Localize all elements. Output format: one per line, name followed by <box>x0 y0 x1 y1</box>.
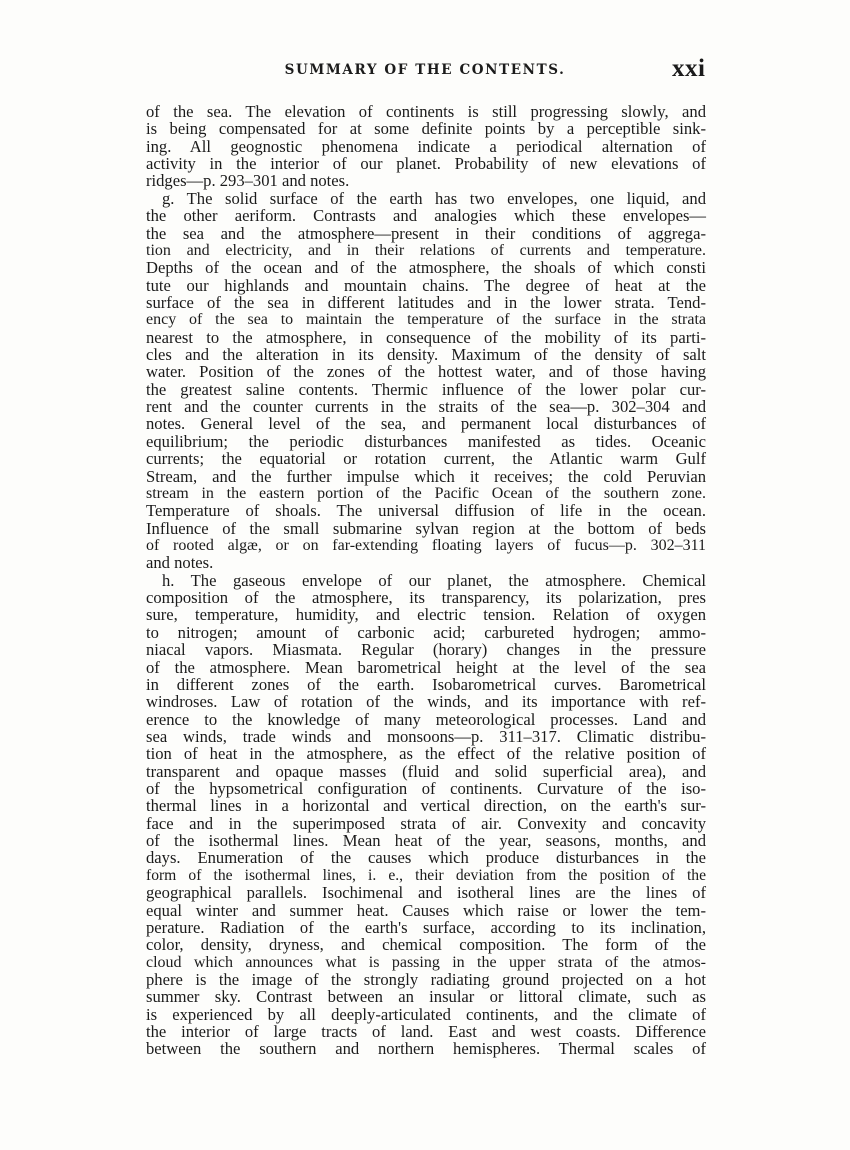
text-line: cles and the alteration in its density. Maximum of the density of salt <box>146 345 706 365</box>
text-line: water. Position of the zones of the hottest water, and of those having <box>146 362 706 382</box>
text-line: cloud which announces what is passing in the upper strata of the atmos- <box>146 953 706 971</box>
text-line: the interior of large tracts of land. East and west coasts. Difference <box>146 1022 706 1042</box>
text-line: h. The gaseous envelope of our planet, the atmosphere. Chemical <box>162 570 706 590</box>
running-title: SUMMARY OF THE CONTENTS. <box>284 62 566 78</box>
text-line: of the hypsometrical configuration of continents. Curvature of the iso- <box>146 779 706 799</box>
text-line: nearest to the atmosphere, in consequence of the mobility of its parti- <box>146 327 706 347</box>
text-line: days. Enumeration of the causes which produce disturbances in the <box>146 848 706 868</box>
text-line: of the sea. The elevation of continents is still progressing slowly, and <box>146 102 706 121</box>
text-line: is experienced by all deeply-articulated continents, and the climate of <box>146 1004 706 1024</box>
text-line: the greatest saline contents. Thermic influence of the lower polar cur- <box>146 379 706 399</box>
text-line: composition of the atmosphere, its transparency, its polarization, pres <box>146 588 706 608</box>
text-line: to nitrogen; amount of carbonic acid; carbureted hydrogen; ammo- <box>146 622 706 642</box>
text-line: geographical parallels. Isochimenal and isotheral lines are the lines of <box>146 883 706 903</box>
text-line: between the southern and northern hemispheres. Thermal scales of <box>146 1039 706 1059</box>
page-number: xxi <box>672 55 706 82</box>
text-line: notes. General level of the sea, and permanent local disturbances of <box>146 414 706 434</box>
text-line: sure, temperature, humidity, and electric tension. Relation of oxygen <box>146 605 706 625</box>
text-line: Influence of the small submarine sylvan region at the bottom of beds <box>146 518 706 538</box>
text-line: activity in the interior of our planet. Probability of new elevations of <box>146 154 706 174</box>
text-line: tute our highlands and mountain chains. The degree of heat at the <box>146 275 706 295</box>
text-line: Depths of the ocean and of the atmosphere, the shoals of which consti <box>146 258 706 278</box>
text-line: stream in the eastern portion of the Pacific Ocean of the southern zone. <box>146 484 706 502</box>
text-line: erence to the knowledge of many meteorological processes. Land and <box>146 709 706 729</box>
text-line: rent and the counter currents in the straits of the sea—p. 302–304 and <box>146 397 706 417</box>
text-line: Temperature of shoals. The universal diffusion of life in the ocean. <box>146 501 706 521</box>
text-line: tion and electricity, and in their relations of currents and temperature. <box>146 241 706 259</box>
text-line: of the isothermal lines. Mean heat of the year, seasons, months, and <box>146 831 706 851</box>
text-line: transparent and opaque masses (fluid and solid superficial area), and <box>146 761 706 781</box>
text-line: Stream, and the further impulse which it receives; the cold Peruvian <box>146 466 706 486</box>
text-line: ing. All geognostic phenomena indicate a periodical alternation of <box>146 136 706 156</box>
text-line: surface of the sea in different latitudes and in the lower strata. Tend- <box>146 292 706 312</box>
text-line: form of the isothermal lines, i. e., their deviation from the position of the <box>146 866 706 884</box>
text-line: g. The solid surface of the earth has two envelopes, one liquid, and <box>162 188 706 208</box>
text-line: color, density, dryness, and chemical composition. The form of the <box>146 935 706 955</box>
text-line: of rooted algæ, or on far-extending floating layers of fucus—p. 302–311 <box>146 536 706 554</box>
text-line: the sea and the atmosphere—present in their conditions of aggrega- <box>146 223 706 243</box>
text-line: equal winter and summer heat. Causes which raise or lower the tem- <box>146 900 706 920</box>
text-line: perature. Radiation of the earth's surface, according to its inclination, <box>146 917 706 937</box>
text-line: niacal vapors. Miasmata. Regular (horary) changes in the pressure <box>146 640 706 660</box>
body-text <box>146 103 706 1058</box>
text-line: currents; the equatorial or rotation current, the Atlantic warm Gulf <box>146 449 706 469</box>
text-line: thermal lines in a horizontal and vertical direction, on the earth's sur- <box>146 796 706 816</box>
text-line: tion of heat in the atmosphere, as the effect of the relative position of <box>146 744 706 764</box>
text-line: sea winds, trade winds and monsoons—p. 311–317. Climatic distribu- <box>146 726 706 746</box>
text-line: ridges—p. 293–301 and notes. <box>146 171 350 191</box>
text-line: and notes. <box>146 553 214 573</box>
text-line: phere is the image of the strongly radiating ground projected on a hot <box>146 969 706 989</box>
text-line: of the atmosphere. Mean barometrical height at the level of the sea <box>146 657 706 677</box>
text-line: equilibrium; the periodic disturbances manifested as tides. Oceanic <box>146 431 706 451</box>
text-line: windroses. Law of rotation of the winds, and its importance with ref- <box>146 692 706 712</box>
text-line: in different zones of the earth. Isobarometrical curves. Barometrical <box>146 674 706 694</box>
text-line: is being compensated for at some definite points by a perceptible sink- <box>146 119 706 139</box>
text-line: the other aeriform. Contrasts and analogies which these envelopes— <box>146 206 706 226</box>
text-line: summer sky. Contrast between an insular or littoral climate, such as <box>146 987 706 1007</box>
text-line: face and in the superimposed strata of air. Convexity and concavity <box>146 813 706 833</box>
text-line: ency of the sea to maintain the temperature of the surface in the strata <box>146 311 706 329</box>
